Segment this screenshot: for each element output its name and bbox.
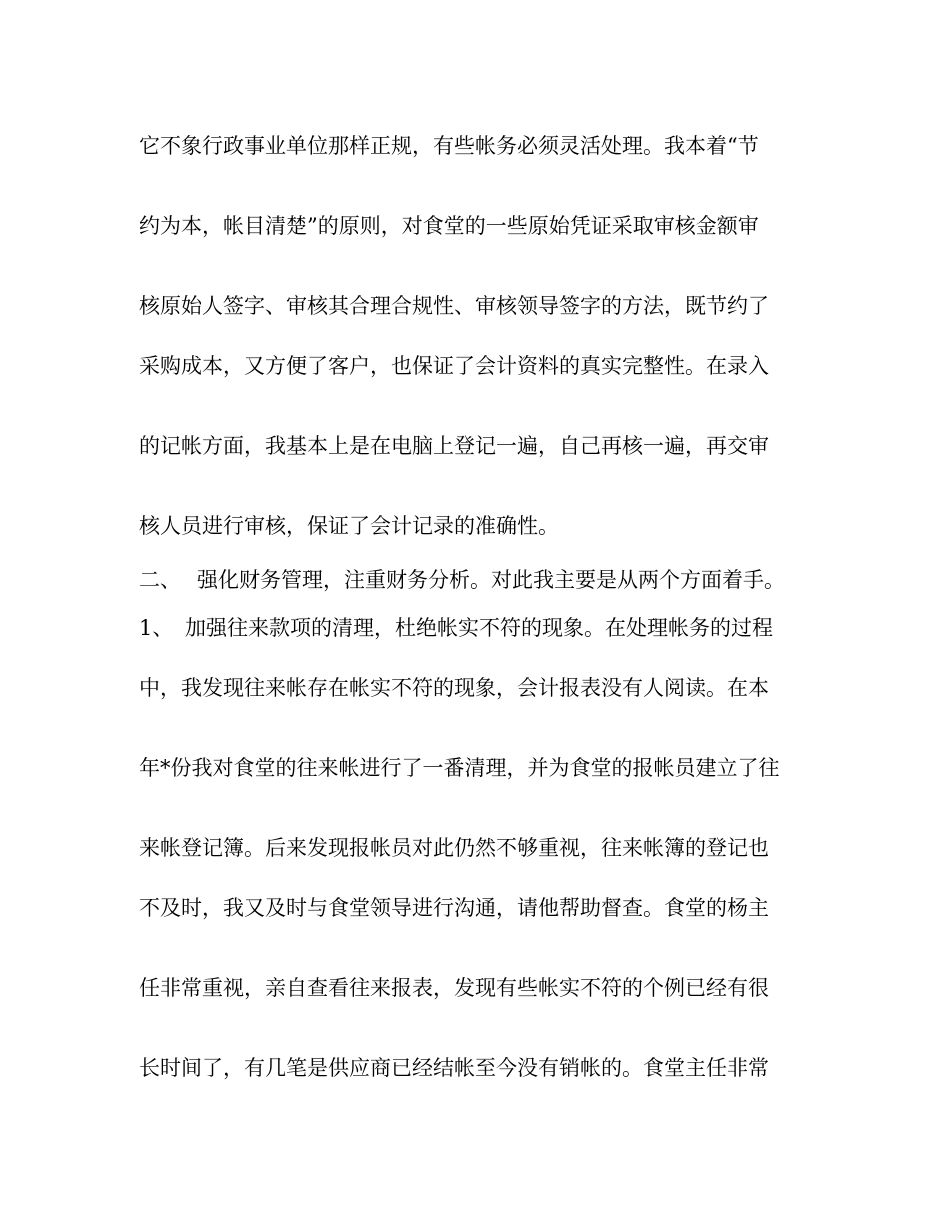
list-item-first-line xyxy=(139,608,773,648)
section-heading-text: 强化财务管理，注重财务分析。对此我主要是从两个方面着手。 xyxy=(197,568,785,592)
paragraph-line: 约为本，帐目清楚”的原则，对食堂的一些原始凭证采取审核金额审 xyxy=(139,214,759,238)
paragraph-line: 不及时，我又及时与食堂领导进行沟通，请他帮助督查。食堂的杨主 xyxy=(139,896,769,920)
paragraph-line: 来帐登记簿。后来发现报帐员对此仍然不够重视，往来帐簿的登记也 xyxy=(139,836,769,860)
paragraph-line: 它不象行政事业单位那样正规，有些帐务必须灵活处理。我本着“节 xyxy=(139,134,759,158)
list-item-marker: 1、 xyxy=(139,616,174,640)
section-heading xyxy=(139,560,785,600)
list-item-text: 加强往来款项的清理，杜绝帐实不符的现象。在处理帐务的过程 xyxy=(185,616,773,640)
paragraph-line: 核人员进行审核，保证了会计记录的准确性。 xyxy=(139,514,559,538)
paragraph-line: 任非常重视，亲自查看往来报表，发现有些帐实不符的个例已经有很 xyxy=(139,976,769,1000)
paragraph-line: 的记帐方面，我基本上是在电脑上登记一遍，自己再核一遍，再交审 xyxy=(139,434,769,458)
paragraph-line: 中，我发现往来帐存在帐实不符的现象，会计报表没有人阅读。在本 xyxy=(139,676,769,700)
paragraph-line: 核原始人签字、审核其合理合规性、审核领导签字的方法，既节约了 xyxy=(139,294,769,318)
paragraph-line: 采购成本，又方便了客户，也保证了会计资料的真实完整性。在录入 xyxy=(139,354,769,378)
section-heading-marker: 二、 xyxy=(139,568,181,592)
paragraph-line: 年*份我对食堂的往来帐进行了一番清理，并为食堂的报帐员建立了往 xyxy=(139,756,780,780)
paragraph-line: 长时间了，有几笔是供应商已经结帐至今没有销帐的。食堂主任非常 xyxy=(139,1056,769,1080)
